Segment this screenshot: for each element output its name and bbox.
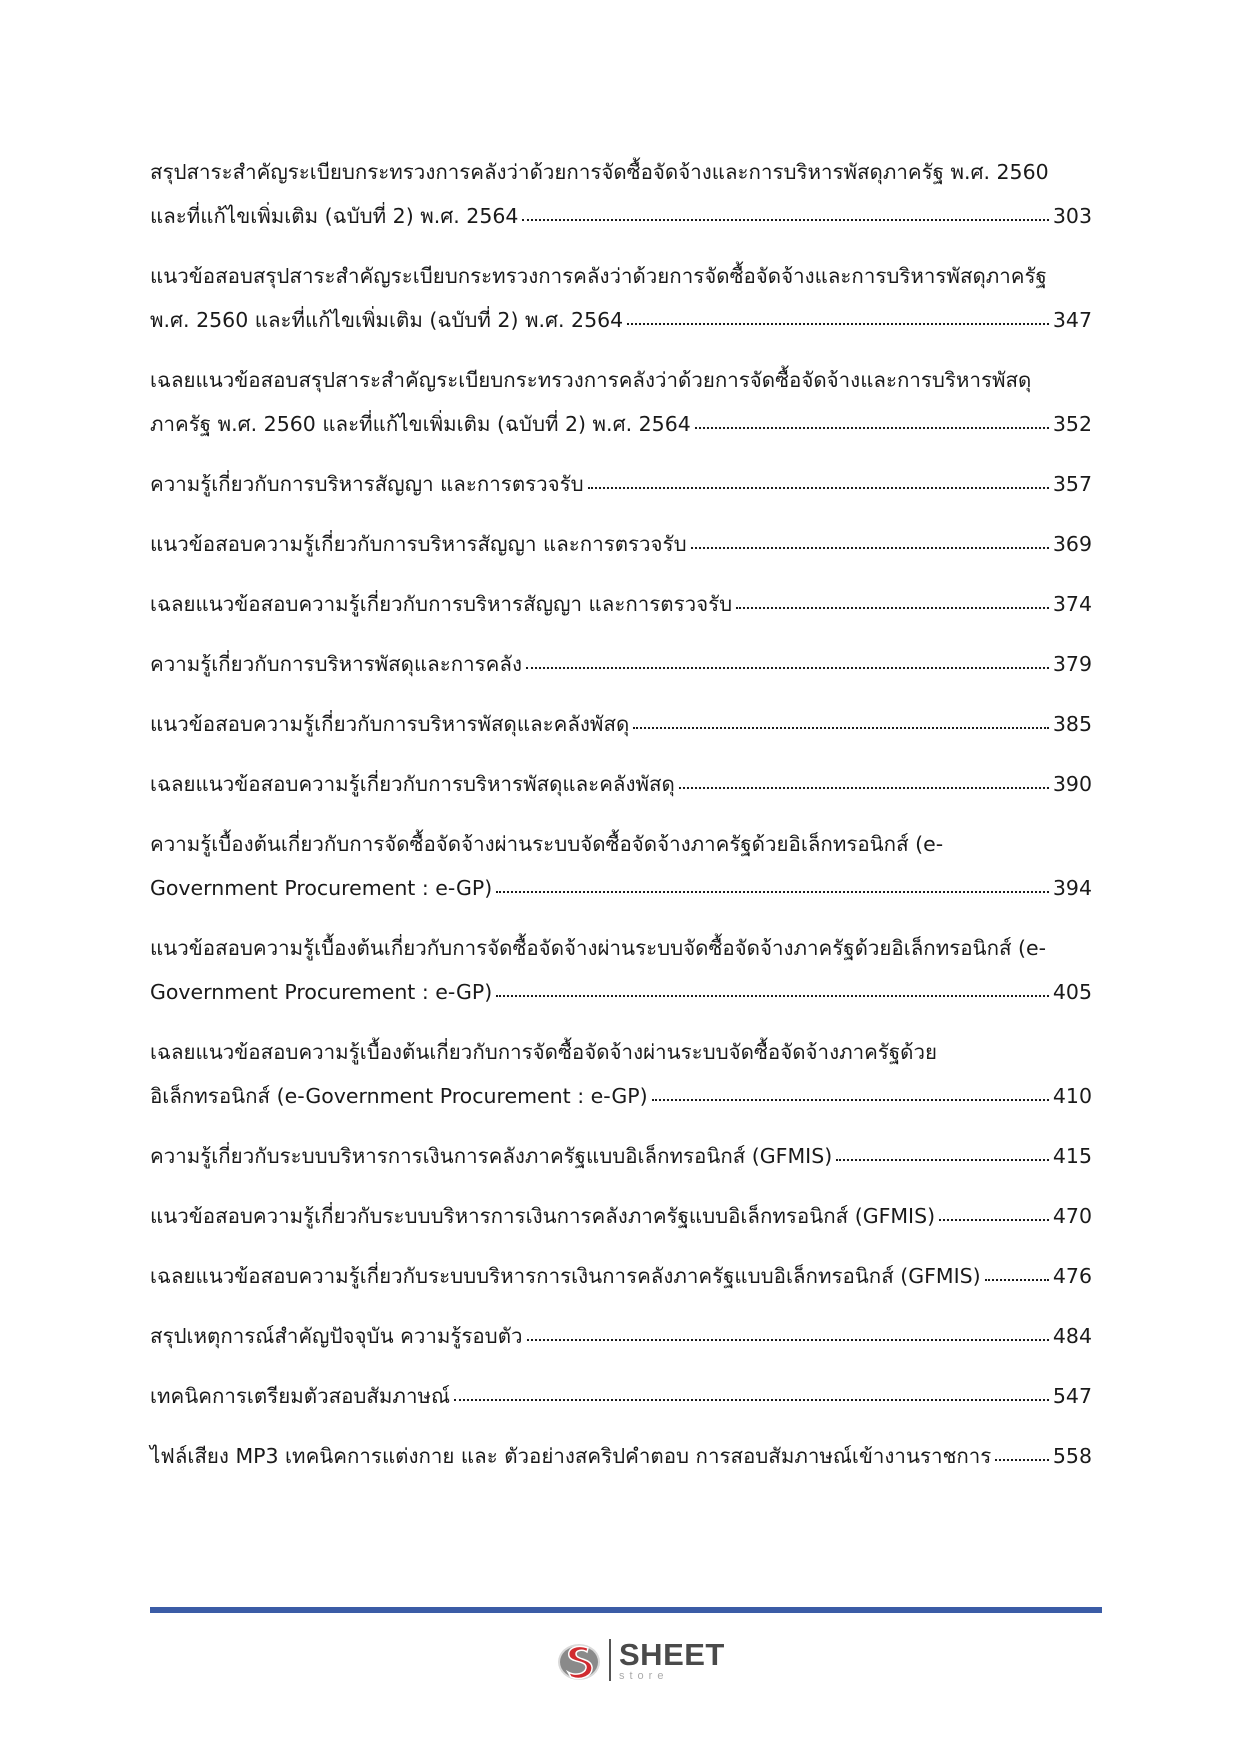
toc-page-number: 405	[1052, 980, 1092, 1004]
dot-leader	[995, 1443, 1049, 1464]
toc-page-number: 394	[1052, 876, 1092, 900]
footer-rule	[150, 1607, 1102, 1613]
dot-leader	[691, 531, 1049, 552]
toc-page-number: 484	[1052, 1324, 1092, 1348]
toc-entry-last-line	[150, 298, 1092, 342]
toc-entry-title-line: เฉลยแนวข้อสอบความรู้เกี่ยวกับระบบบริหารการเงินการคลังภาครัฐแบบอิเล็กทรอนิกส์ (GFMIS)	[150, 1264, 981, 1288]
toc-entry-last-line	[150, 1314, 1092, 1358]
toc-entry-title-line: ความรู้เกี่ยวกับการบริหารสัญญา และการตรวจรับ	[150, 472, 584, 496]
toc-page-number: 385	[1052, 712, 1092, 736]
toc-entry-title-line: เฉลยแนวข้อสอบสรุปสาระสำคัญระเบียบกระทรวงการคลังว่าด้วยการจัดซื้อจัดจ้างและการบริหารพัสดุ	[150, 368, 1032, 392]
toc-entry-title-line: ภาครัฐ พ.ศ. 2560 และที่แก้ไขเพิ่มเติม (ฉบับที่ 2) พ.ศ. 2564	[150, 412, 691, 436]
toc-page-number: 303	[1052, 204, 1092, 228]
toc-entry[interactable]	[150, 582, 1092, 626]
toc-entry-last-line	[150, 1374, 1092, 1418]
toc-entry-last-line	[150, 1074, 1092, 1118]
toc-page-number: 352	[1052, 412, 1092, 436]
toc-entry-last-line	[150, 970, 1092, 1014]
logo-divider	[609, 1639, 611, 1681]
toc-entry[interactable]	[150, 462, 1092, 506]
toc-page-number: 410	[1052, 1084, 1092, 1108]
toc-entry-last-line	[150, 462, 1092, 506]
toc-entry-title-line: ไฟล์เสียง MP3 เทคนิคการแต่งกาย และ ตัวอย่างสคริปคำตอบ การสอบสัมภาษณ์เข้างานราชการ	[150, 1444, 992, 1468]
toc-entry-title-line: สรุปเหตุการณ์สำคัญปัจจุบัน ความรู้รอบตัว	[150, 1324, 523, 1348]
logo-text	[619, 1636, 725, 1682]
toc-entry-title-line: ความรู้เบื้องต้นเกี่ยวกับการจัดซื้อจัดจ้างผ่านระบบจัดซื้อจัดจ้างภาครัฐด้วยอิเล็กทรอนิกส์ (e-	[150, 832, 944, 856]
dot-leader	[695, 411, 1049, 432]
toc-entry-title-line: เฉลยแนวข้อสอบความรู้เบื้องต้นเกี่ยวกับการจัดซื้อจัดจ้างผ่านระบบจัดซื้อจัดจ้างภาครัฐด้วย	[150, 1040, 937, 1064]
toc-entry-last-line	[150, 1254, 1092, 1298]
toc-page-number: 547	[1052, 1384, 1092, 1408]
toc-entry[interactable]	[150, 1254, 1092, 1298]
dot-leader	[496, 875, 1049, 896]
toc-entry-title-line: ความรู้เกี่ยวกับการบริหารพัสดุและการคลัง	[150, 652, 522, 676]
toc-entry-title-line: แนวข้อสอบความรู้เกี่ยวกับระบบบริหารการเงินการคลังภาครัฐแบบอิเล็กทรอนิกส์ (GFMIS)	[150, 1204, 936, 1228]
logo-subtitle: store	[619, 1669, 669, 1682]
toc-page-number: 415	[1052, 1144, 1092, 1168]
toc-entry-last-line	[150, 866, 1092, 910]
toc-page-number: 476	[1052, 1264, 1092, 1288]
toc-entry-title-line: สรุปสาระสำคัญระเบียบกระทรวงการคลังว่าด้วยการจัดซื้อจัดจ้างและการบริหารพัสดุภาครัฐ พ.ศ. 2560	[150, 160, 1049, 184]
toc-entry-title-line: แนวข้อสอบความรู้เกี่ยวกับการบริหารสัญญา และการตรวจรับ	[150, 532, 687, 556]
toc-entry[interactable]	[150, 1134, 1092, 1178]
toc-entry[interactable]	[150, 150, 1092, 238]
sheet-store-logo	[555, 1635, 725, 1685]
toc-entry[interactable]	[150, 522, 1092, 566]
dot-leader	[588, 471, 1049, 492]
toc-entry[interactable]	[150, 1194, 1092, 1238]
toc-entry-title-line: แนวข้อสอบสรุปสาระสำคัญระเบียบกระทรวงการคลังว่าด้วยการจัดซื้อจัดจ้างและการบริหารพัสดุภาครัฐ	[150, 264, 1047, 288]
toc-entry-title-line: เทคนิคการเตรียมตัวสอบสัมภาษณ์	[150, 1384, 450, 1408]
toc-entry-last-line	[150, 1134, 1092, 1178]
toc-entry-last-line	[150, 702, 1092, 746]
toc-entry-title-line: พ.ศ. 2560 และที่แก้ไขเพิ่มเติม (ฉบับที่ 2) พ.ศ. 2564	[150, 308, 624, 332]
toc-entry-last-line	[150, 402, 1092, 446]
toc-entry-last-line	[150, 194, 1092, 238]
toc-entry-title-line: Government Procurement : e-GP)	[150, 980, 493, 1004]
toc-entry-title-line: อิเล็กทรอนิกส์ (e-Government Procurement : e-GP)	[150, 1084, 648, 1108]
toc-entry[interactable]	[150, 702, 1092, 746]
toc-entry[interactable]	[150, 822, 1092, 910]
dot-leader	[679, 771, 1049, 792]
dot-leader	[526, 651, 1049, 672]
dot-leader	[627, 307, 1049, 328]
toc-entry[interactable]	[150, 1314, 1092, 1358]
table-of-contents	[150, 150, 1092, 1494]
dot-leader	[652, 1083, 1049, 1104]
toc-entry-last-line	[150, 1194, 1092, 1238]
logo-word: SHEET	[619, 1636, 725, 1672]
toc-entry-title-line: ความรู้เกี่ยวกับระบบบริหารการเงินการคลังภาครัฐแบบอิเล็กทรอนิกส์ (GFMIS)	[150, 1144, 833, 1168]
dot-leader	[985, 1263, 1049, 1284]
dot-leader	[496, 979, 1049, 1000]
toc-entry-title-line: และที่แก้ไขเพิ่มเติม (ฉบับที่ 2) พ.ศ. 2564	[150, 204, 519, 228]
toc-entry-title-line: เฉลยแนวข้อสอบความรู้เกี่ยวกับการบริหารสัญญา และการตรวจรับ	[150, 592, 733, 616]
toc-entry-title-line: เฉลยแนวข้อสอบความรู้เกี่ยวกับการบริหารพัสดุและคลังพัสดุ	[150, 772, 675, 796]
toc-page-number: 470	[1052, 1204, 1092, 1228]
toc-entry[interactable]	[150, 762, 1092, 806]
toc-entry-last-line	[150, 522, 1092, 566]
toc-entry-last-line	[150, 582, 1092, 626]
toc-page-number: 379	[1052, 652, 1092, 676]
dot-leader	[836, 1143, 1049, 1164]
toc-entry[interactable]	[150, 1030, 1092, 1118]
toc-entry-last-line	[150, 642, 1092, 686]
toc-entry-last-line	[150, 1434, 1092, 1478]
toc-entry[interactable]	[150, 254, 1092, 342]
dot-leader	[736, 591, 1049, 612]
dot-leader	[633, 711, 1049, 732]
toc-entry-title-line: แนวข้อสอบความรู้เบื้องต้นเกี่ยวกับการจัดซื้อจัดจ้างผ่านระบบจัดซื้อจัดจ้างภาครัฐด้วยอิเล็กทรอนิกส์ (e-	[150, 936, 1047, 960]
dot-leader	[522, 203, 1048, 224]
toc-entry[interactable]	[150, 642, 1092, 686]
toc-page-number: 347	[1052, 308, 1092, 332]
toc-entry-title-line: แนวข้อสอบความรู้เกี่ยวกับการบริหารพัสดุและคลังพัสดุ	[150, 712, 630, 736]
toc-page-number: 357	[1052, 472, 1092, 496]
toc-page-number: 369	[1052, 532, 1092, 556]
toc-entry[interactable]	[150, 1374, 1092, 1418]
toc-entry[interactable]	[150, 926, 1092, 1014]
toc-entry-last-line	[150, 762, 1092, 806]
sheet-store-emblem-icon	[555, 1636, 603, 1684]
dot-leader	[939, 1203, 1049, 1224]
dot-leader	[454, 1383, 1049, 1404]
toc-entry-title-line: Government Procurement : e-GP)	[150, 876, 493, 900]
toc-page-number: 374	[1052, 592, 1092, 616]
toc-entry[interactable]	[150, 358, 1092, 446]
dot-leader	[527, 1323, 1049, 1344]
toc-entry[interactable]	[150, 1434, 1092, 1478]
toc-page-number: 390	[1052, 772, 1092, 796]
toc-page-number: 558	[1052, 1444, 1092, 1468]
